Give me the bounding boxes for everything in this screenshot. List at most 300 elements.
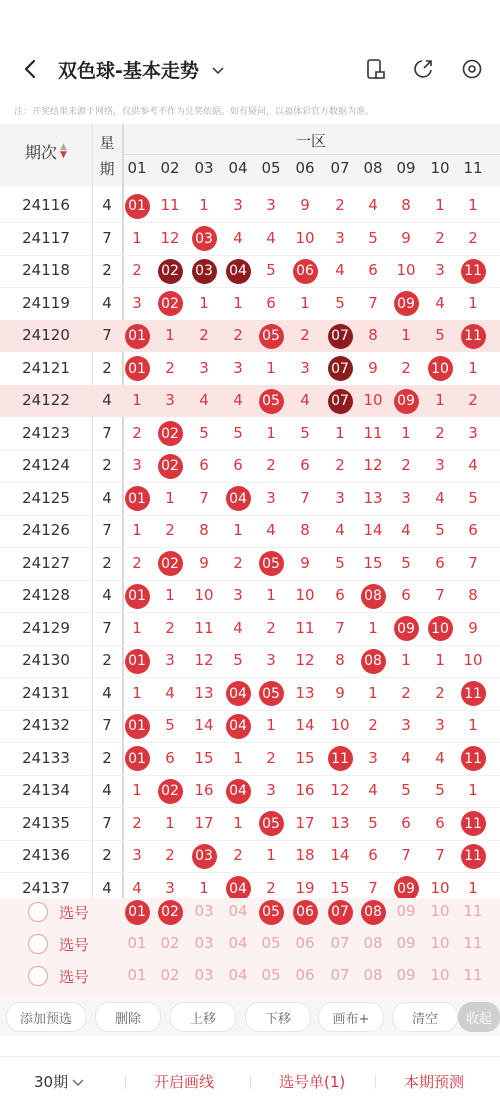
action-button-0[interactable]: 添加预选 — [6, 1002, 86, 1032]
candidate-number[interactable]: 11 — [463, 902, 483, 920]
miss-count: 6 — [233, 456, 243, 474]
bottom-bar — [0, 1056, 500, 1111]
miss-count: 4 — [266, 228, 276, 247]
candidate-number[interactable]: 03 — [194, 934, 214, 952]
candidate-number[interactable]: 03 — [194, 966, 214, 984]
drawn-ball: 08 — [361, 584, 386, 609]
issue-number: 24130 — [22, 651, 70, 669]
drawn-ball: 11 — [328, 746, 353, 771]
drawn-ball: 01 — [125, 486, 150, 511]
action-button-2[interactable]: 上移 — [170, 1002, 236, 1032]
action-button-6[interactable]: 收起 — [458, 1002, 500, 1032]
miss-count: 2 — [132, 813, 142, 832]
action-button-1[interactable]: 删除 — [95, 1002, 161, 1032]
miss-count: 1 — [468, 358, 478, 377]
miss-count: 2 — [132, 261, 142, 279]
miss-count: 7 — [401, 846, 411, 864]
miss-count: 10 — [430, 878, 450, 897]
miss-count: 2 — [401, 456, 411, 474]
miss-count: 6 — [468, 521, 478, 539]
miss-count: 2 — [266, 748, 276, 767]
candidate-number[interactable]: 09 — [396, 966, 416, 984]
miss-count: 6 — [165, 748, 175, 767]
divider — [125, 1075, 126, 1089]
miss-count: 5 — [468, 488, 478, 507]
issue-number: 24131 — [22, 683, 70, 702]
issue-number: 24119 — [22, 293, 70, 312]
miss-count: 4 — [335, 521, 345, 539]
miss-count: 8 — [468, 586, 478, 604]
miss-count: 5 — [233, 651, 243, 669]
miss-count: 1 — [165, 586, 175, 604]
drawn-ball: 02 — [158, 291, 183, 316]
drawn-ball: 03 — [192, 844, 217, 869]
divider — [250, 1075, 251, 1089]
miss-count: 1 — [435, 651, 445, 669]
weekday: 4 — [102, 586, 112, 604]
miss-count: 3 — [435, 261, 445, 279]
miss-count: 7 — [199, 488, 209, 507]
miss-count: 13 — [363, 488, 383, 507]
select-radio[interactable] — [28, 966, 48, 986]
miss-count: 1 — [300, 293, 310, 312]
period-selector[interactable] — [34, 1071, 84, 1092]
miss-count: 6 — [300, 456, 310, 474]
miss-count: 3 — [132, 456, 142, 474]
weekday: 7 — [102, 423, 112, 442]
weekday: 7 — [102, 521, 112, 539]
issue-number: 24125 — [22, 488, 70, 507]
action-bar — [0, 996, 500, 1036]
miss-count: 6 — [199, 456, 209, 474]
miss-count: 2 — [266, 618, 276, 637]
issue-number: 24123 — [22, 423, 70, 442]
miss-count: 1 — [468, 293, 478, 312]
miss-count: 2 — [435, 683, 445, 702]
weekday: 2 — [102, 651, 112, 669]
miss-count: 1 — [435, 196, 445, 214]
number-header: 07 — [330, 159, 350, 177]
candidate-number[interactable]: 05 — [261, 966, 281, 984]
miss-count: 4 — [435, 293, 445, 312]
drawn-ball: 02 — [158, 454, 183, 479]
candidate-number[interactable]: 11 — [463, 934, 483, 952]
miss-count: 1 — [401, 423, 411, 442]
phone-icon[interactable] — [362, 56, 388, 82]
miss-count: 1 — [233, 748, 243, 767]
miss-count: 12 — [330, 781, 350, 799]
miss-count: 2 — [199, 326, 209, 344]
miss-count: 11 — [160, 196, 180, 214]
miss-count: 5 — [435, 521, 445, 539]
miss-count: 10 — [463, 651, 483, 669]
miss-count: 10 — [295, 228, 315, 247]
drawn-ball: 06 — [293, 259, 318, 284]
weekday: 4 — [102, 391, 112, 409]
miss-count: 9 — [335, 683, 345, 702]
weekday: 7 — [102, 716, 112, 734]
drawn-ball: 01 — [125, 194, 150, 219]
issue-number: 24129 — [22, 618, 70, 637]
back-icon[interactable] — [18, 56, 44, 82]
miss-count: 10 — [363, 391, 383, 409]
drawn-ball: 02 — [158, 421, 183, 446]
issue-number: 24128 — [22, 586, 70, 604]
issue-number: 24117 — [22, 228, 70, 247]
miss-count: 3 — [165, 651, 175, 669]
issue-number: 24126 — [22, 521, 70, 539]
miss-count: 3 — [132, 293, 142, 312]
miss-count: 7 — [435, 586, 445, 604]
candidate-number[interactable]: 09 — [396, 902, 416, 920]
miss-count: 1 — [233, 521, 243, 539]
action-button-4[interactable]: 画布+ — [318, 1002, 384, 1032]
miss-count: 1 — [401, 326, 411, 344]
number-header: 05 — [261, 159, 281, 177]
miss-count: 4 — [165, 683, 175, 702]
divider — [375, 1075, 376, 1089]
candidate-number[interactable]: 07 — [330, 934, 350, 952]
miss-count: 10 — [330, 716, 350, 734]
miss-count: 1 — [132, 228, 142, 247]
drawn-ball: 04 — [226, 486, 251, 511]
miss-count: 7 — [468, 553, 478, 572]
issue-header-label: 期次 — [25, 142, 58, 162]
miss-count: 1 — [266, 716, 276, 734]
miss-count: 14 — [295, 716, 315, 734]
miss-count: 1 — [435, 391, 445, 409]
drawn-ball: 04 — [226, 259, 251, 284]
chevron-down-icon — [211, 59, 225, 81]
miss-count: 9 — [368, 358, 378, 377]
miss-count: 1 — [368, 683, 378, 702]
selected-ball[interactable]: 07 — [328, 900, 353, 925]
drawn-ball: 03 — [192, 226, 217, 251]
weekday: 4 — [102, 683, 112, 702]
miss-count: 4 — [199, 391, 209, 409]
miss-count: 1 — [165, 326, 175, 344]
candidate-number[interactable]: 06 — [295, 966, 315, 984]
miss-count: 4 — [401, 521, 411, 539]
drawn-ball: 04 — [226, 714, 251, 739]
page-title[interactable] — [58, 56, 225, 83]
drawn-ball: 05 — [259, 551, 284, 576]
number-header: 11 — [463, 159, 483, 177]
miss-count: 3 — [266, 488, 276, 507]
drawn-ball: 02 — [158, 779, 183, 804]
draw-line-button[interactable]: 开启画线 — [154, 1073, 215, 1091]
miss-count: 12 — [295, 651, 315, 669]
miss-count: 2 — [435, 228, 445, 247]
miss-count: 6 — [435, 813, 445, 832]
miss-count: 1 — [165, 488, 175, 507]
drawn-ball: 09 — [394, 389, 419, 414]
miss-count: 3 — [132, 846, 142, 864]
miss-count: 2 — [335, 456, 345, 474]
miss-count: 5 — [266, 261, 276, 279]
miss-count: 5 — [401, 781, 411, 799]
week-header-top: 星 — [99, 134, 115, 152]
miss-count: 1 — [266, 423, 276, 442]
miss-count: 3 — [199, 358, 209, 377]
miss-count: 10 — [396, 261, 416, 279]
miss-count: 7 — [368, 293, 378, 312]
number-header: 04 — [228, 159, 248, 177]
miss-count: 2 — [335, 196, 345, 214]
select-radio[interactable] — [28, 934, 48, 954]
weekday: 2 — [102, 846, 112, 864]
miss-count: 2 — [165, 521, 175, 539]
forecast-button[interactable]: 本期预测 — [404, 1073, 465, 1091]
trend-table — [0, 124, 500, 996]
share-icon[interactable] — [410, 56, 436, 82]
number-header: 10 — [430, 159, 450, 177]
miss-count: 3 — [368, 748, 378, 767]
miss-count: 5 — [368, 813, 378, 832]
weekday: 4 — [102, 293, 112, 312]
miss-count: 2 — [468, 391, 478, 409]
miss-count: 11 — [363, 423, 383, 442]
candidate-number[interactable]: 10 — [430, 966, 450, 984]
miss-count: 1 — [468, 878, 478, 897]
miss-count: 9 — [300, 196, 310, 214]
weekday: 2 — [102, 456, 112, 474]
miss-count: 3 — [165, 878, 175, 897]
candidate-number[interactable]: 06 — [295, 934, 315, 952]
candidate-number[interactable]: 10 — [430, 934, 450, 952]
miss-count: 2 — [266, 878, 276, 897]
miss-count: 1 — [266, 846, 276, 864]
miss-count: 1 — [468, 196, 478, 214]
weekday: 4 — [102, 196, 112, 214]
miss-count: 8 — [401, 196, 411, 214]
miss-count: 3 — [300, 358, 310, 377]
miss-count: 4 — [233, 391, 243, 409]
miss-count: 2 — [165, 618, 175, 637]
miss-count: 1 — [132, 781, 142, 799]
drawn-ball: 10 — [428, 356, 453, 381]
miss-count: 9 — [300, 553, 310, 572]
number-header: 02 — [160, 159, 180, 177]
candidate-number[interactable]: 08 — [363, 966, 383, 984]
miss-count: 4 — [368, 781, 378, 799]
miss-count: 4 — [233, 618, 243, 637]
weekday: 2 — [102, 261, 112, 279]
miss-count: 1 — [199, 293, 209, 312]
miss-count: 1 — [199, 878, 209, 897]
miss-count: 16 — [295, 781, 315, 799]
drawn-ball: 02 — [158, 551, 183, 576]
miss-count: 9 — [468, 618, 478, 637]
miss-count: 1 — [132, 683, 142, 702]
select-label: 选号 — [58, 904, 89, 922]
drawn-ball: 07 — [328, 389, 353, 414]
miss-count: 15 — [295, 748, 315, 767]
drawn-ball: 01 — [125, 356, 150, 381]
candidate-number[interactable]: 10 — [430, 902, 450, 920]
miss-count: 2 — [435, 423, 445, 442]
drawn-ball: 10 — [428, 616, 453, 641]
settings-icon[interactable] — [459, 56, 485, 82]
drawn-ball: 11 — [461, 746, 486, 771]
miss-count: 10 — [194, 586, 214, 604]
candidate-number[interactable]: 02 — [160, 966, 180, 984]
miss-count: 1 — [199, 196, 209, 214]
miss-count: 15 — [330, 878, 350, 897]
miss-count: 7 — [368, 878, 378, 897]
drawn-ball: 07 — [328, 356, 353, 381]
miss-count: 6 — [435, 553, 445, 572]
drawn-ball: 09 — [394, 876, 419, 901]
miss-count: 3 — [165, 391, 175, 409]
miss-count: 1 — [266, 358, 276, 377]
miss-count: 1 — [368, 618, 378, 637]
drawn-ball: 01 — [125, 649, 150, 674]
candidate-number[interactable]: 04 — [228, 966, 248, 984]
drawn-ball: 04 — [226, 876, 251, 901]
sort-icon: ▲ ▼ — [60, 142, 67, 160]
miss-count: 2 — [401, 358, 411, 377]
week-header-bottom: 期 — [99, 160, 115, 178]
miss-count: 8 — [335, 651, 345, 669]
candidate-number[interactable]: 04 — [228, 902, 248, 920]
miss-count: 8 — [300, 521, 310, 539]
miss-count: 2 — [132, 553, 142, 572]
issue-number: 24137 — [22, 878, 70, 897]
miss-count: 3 — [435, 716, 445, 734]
miss-count: 16 — [194, 781, 214, 799]
candidate-number[interactable]: 07 — [330, 966, 350, 984]
issue-number: 24116 — [22, 196, 70, 214]
miss-count: 5 — [165, 716, 175, 734]
miss-count: 1 — [233, 813, 243, 832]
number-header: 06 — [295, 159, 315, 177]
drawn-ball: 01 — [125, 746, 150, 771]
selection-slip-button[interactable]: 选号单(1) — [279, 1073, 346, 1091]
issue-sort-header[interactable] — [0, 136, 92, 166]
miss-count: 19 — [295, 878, 315, 897]
miss-count: 4 — [335, 261, 345, 279]
miss-count: 14 — [363, 521, 383, 539]
miss-count: 2 — [368, 716, 378, 734]
miss-count: 13 — [330, 813, 350, 832]
miss-count: 5 — [335, 553, 345, 572]
miss-count: 14 — [194, 716, 214, 734]
candidate-number[interactable]: 05 — [261, 934, 281, 952]
miss-count: 2 — [300, 326, 310, 344]
candidate-number[interactable]: 09 — [396, 934, 416, 952]
miss-count: 2 — [468, 228, 478, 247]
miss-count: 1 — [266, 586, 276, 604]
select-label: 选号 — [58, 968, 89, 986]
candidate-number[interactable]: 04 — [228, 934, 248, 952]
action-button-3[interactable]: 下移 — [245, 1002, 311, 1032]
miss-count: 1 — [468, 781, 478, 799]
candidate-number[interactable]: 03 — [194, 902, 214, 920]
miss-count: 11 — [295, 618, 315, 637]
drawn-ball: 11 — [461, 844, 486, 869]
miss-count: 1 — [233, 293, 243, 312]
miss-count: 1 — [335, 423, 345, 442]
miss-count: 18 — [295, 846, 315, 864]
selected-ball[interactable]: 08 — [361, 900, 386, 925]
miss-count: 3 — [401, 488, 411, 507]
number-header: 03 — [194, 159, 214, 177]
candidate-number[interactable]: 02 — [160, 934, 180, 952]
miss-count: 15 — [194, 748, 214, 767]
miss-count: 8 — [368, 326, 378, 344]
miss-count: 13 — [295, 683, 315, 702]
drawn-ball: 11 — [461, 811, 486, 836]
miss-count: 10 — [295, 586, 315, 604]
miss-count: 3 — [335, 228, 345, 247]
miss-count: 5 — [435, 781, 445, 799]
candidate-number[interactable]: 11 — [463, 966, 483, 984]
selected-ball[interactable]: 05 — [259, 900, 284, 925]
miss-count: 11 — [194, 618, 214, 637]
miss-count: 2 — [233, 553, 243, 572]
miss-count: 6 — [401, 586, 411, 604]
weekday: 7 — [102, 618, 112, 637]
zone-label: 一区 — [295, 132, 326, 150]
miss-count: 15 — [363, 553, 383, 572]
issue-number: 24133 — [22, 748, 70, 767]
app-header — [0, 0, 500, 92]
drawn-ball: 01 — [125, 584, 150, 609]
miss-count: 3 — [435, 456, 445, 474]
chevron-down-icon — [72, 1073, 84, 1091]
miss-count: 6 — [335, 586, 345, 604]
action-button-5[interactable]: 清空 — [392, 1002, 458, 1032]
miss-count: 3 — [266, 781, 276, 799]
miss-count: 6 — [401, 813, 411, 832]
miss-count: 2 — [233, 326, 243, 344]
page-title-text: 双色球-基本走势 — [58, 60, 199, 82]
weekday: 4 — [102, 781, 112, 799]
selected-ball[interactable]: 01 — [125, 900, 150, 925]
issue-number: 24127 — [22, 553, 70, 572]
selected-ball[interactable]: 06 — [293, 900, 318, 925]
miss-count: 5 — [199, 423, 209, 442]
drawn-ball: 04 — [226, 681, 251, 706]
issue-number: 24121 — [22, 358, 70, 377]
drawn-ball: 05 — [259, 681, 284, 706]
miss-count: 1 — [468, 716, 478, 734]
miss-count: 4 — [401, 748, 411, 767]
miss-count: 1 — [165, 813, 175, 832]
candidate-number[interactable]: 01 — [127, 966, 147, 984]
issue-number: 24132 — [22, 716, 70, 734]
miss-count: 14 — [330, 846, 350, 864]
drawn-ball: 11 — [461, 324, 486, 349]
miss-count: 9 — [199, 553, 209, 572]
miss-count: 6 — [368, 846, 378, 864]
miss-count: 3 — [233, 196, 243, 214]
select-label: 选号 — [58, 936, 89, 954]
issue-number: 24118 — [22, 261, 70, 279]
miss-count: 4 — [468, 456, 478, 474]
select-radio[interactable] — [28, 902, 48, 922]
number-header: 09 — [396, 159, 416, 177]
candidate-number[interactable]: 08 — [363, 934, 383, 952]
weekday: 7 — [102, 813, 112, 832]
drawn-ball: 01 — [125, 714, 150, 739]
drawn-ball: 09 — [394, 291, 419, 316]
miss-count: 1 — [132, 618, 142, 637]
issue-number: 24136 — [22, 846, 70, 864]
candidate-number[interactable]: 01 — [127, 934, 147, 952]
selected-ball[interactable]: 02 — [158, 900, 183, 925]
